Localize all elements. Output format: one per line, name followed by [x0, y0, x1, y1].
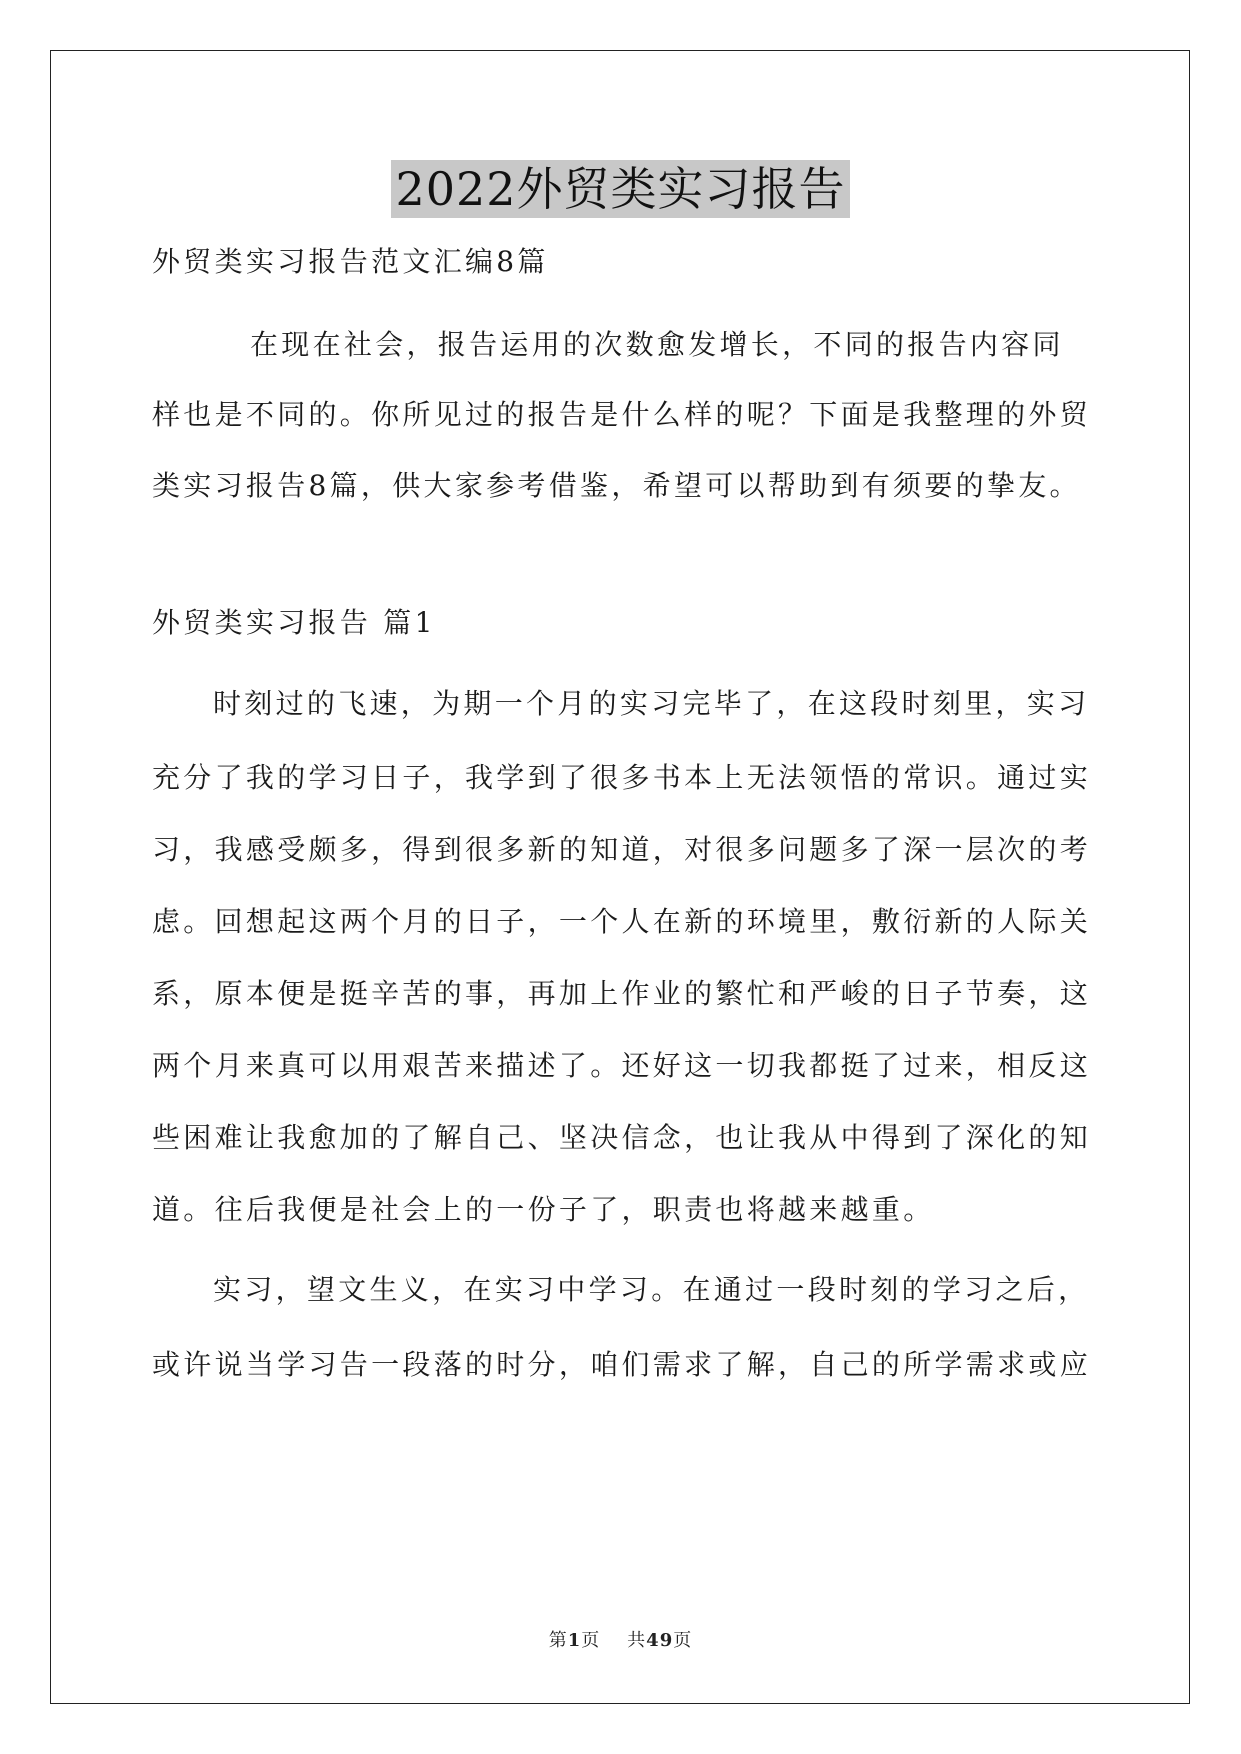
title-container [0, 160, 1241, 218]
section-heading: 外贸类实习报告 篇1 [152, 606, 436, 639]
page-label-prefix: 第 [548, 1630, 568, 1651]
intro-line: 类实习报告8篇，供大家参考借鉴，希望可以帮助到有须要的挚友。 [152, 469, 1081, 502]
document-subtitle: 外贸类实习报告范文汇编8篇 [152, 245, 549, 278]
total-pages-prefix: 共 [627, 1630, 647, 1651]
intro-line: 样也是不同的。你所见过的报告是什么样的呢？下面是我整理的外贸 [152, 398, 1092, 431]
page-border [50, 50, 1190, 1704]
page-footer [0, 1626, 1241, 1652]
paragraph-line: 两个月来真可以用艰苦来描述了。还好这一切我都挺了过来，相反这 [152, 1049, 1092, 1082]
paragraph-line: 些困难让我愈加的了解自己、坚决信念，也让我从中得到了深化的知 [152, 1121, 1092, 1154]
page-number: 1 [567, 1630, 582, 1651]
paragraph-line: 虑。回想起这两个月的日子，一个人在新的环境里，敷衍新的人际关 [152, 905, 1092, 938]
intro-line: 在现在社会，报告运用的次数愈发增长，不同的报告内容同 [250, 328, 1064, 361]
page-label-suffix: 页 [581, 1630, 601, 1651]
document-title: 2022外贸类实习报告 [391, 160, 849, 218]
paragraph-line: 时刻过的飞速，为期一个月的实习完毕了，在这段时刻里，实习 [213, 687, 1090, 720]
paragraph-line: 或许说当学习告一段落的时分，咱们需求了解，自己的所学需求或应 [152, 1348, 1092, 1381]
paragraph-line: 系，原本便是挺辛苦的事，再加上作业的繁忙和严峻的日子节奏，这 [152, 977, 1092, 1010]
paragraph-line: 实习，望文生义，在实习中学习。在通过一段时刻的学习之后， [213, 1273, 1090, 1306]
paragraph-line: 道。往后我便是社会上的一份子了，职责也将越来越重。 [152, 1193, 935, 1226]
total-pages-suffix: 页 [673, 1630, 693, 1651]
total-pages: 49 [646, 1630, 674, 1651]
paragraph-line: 习，我感受颇多，得到很多新的知道，对很多问题多了深一层次的考 [152, 833, 1092, 866]
paragraph-line: 充分了我的学习日子，我学到了很多书本上无法领悟的常识。通过实 [152, 761, 1092, 794]
